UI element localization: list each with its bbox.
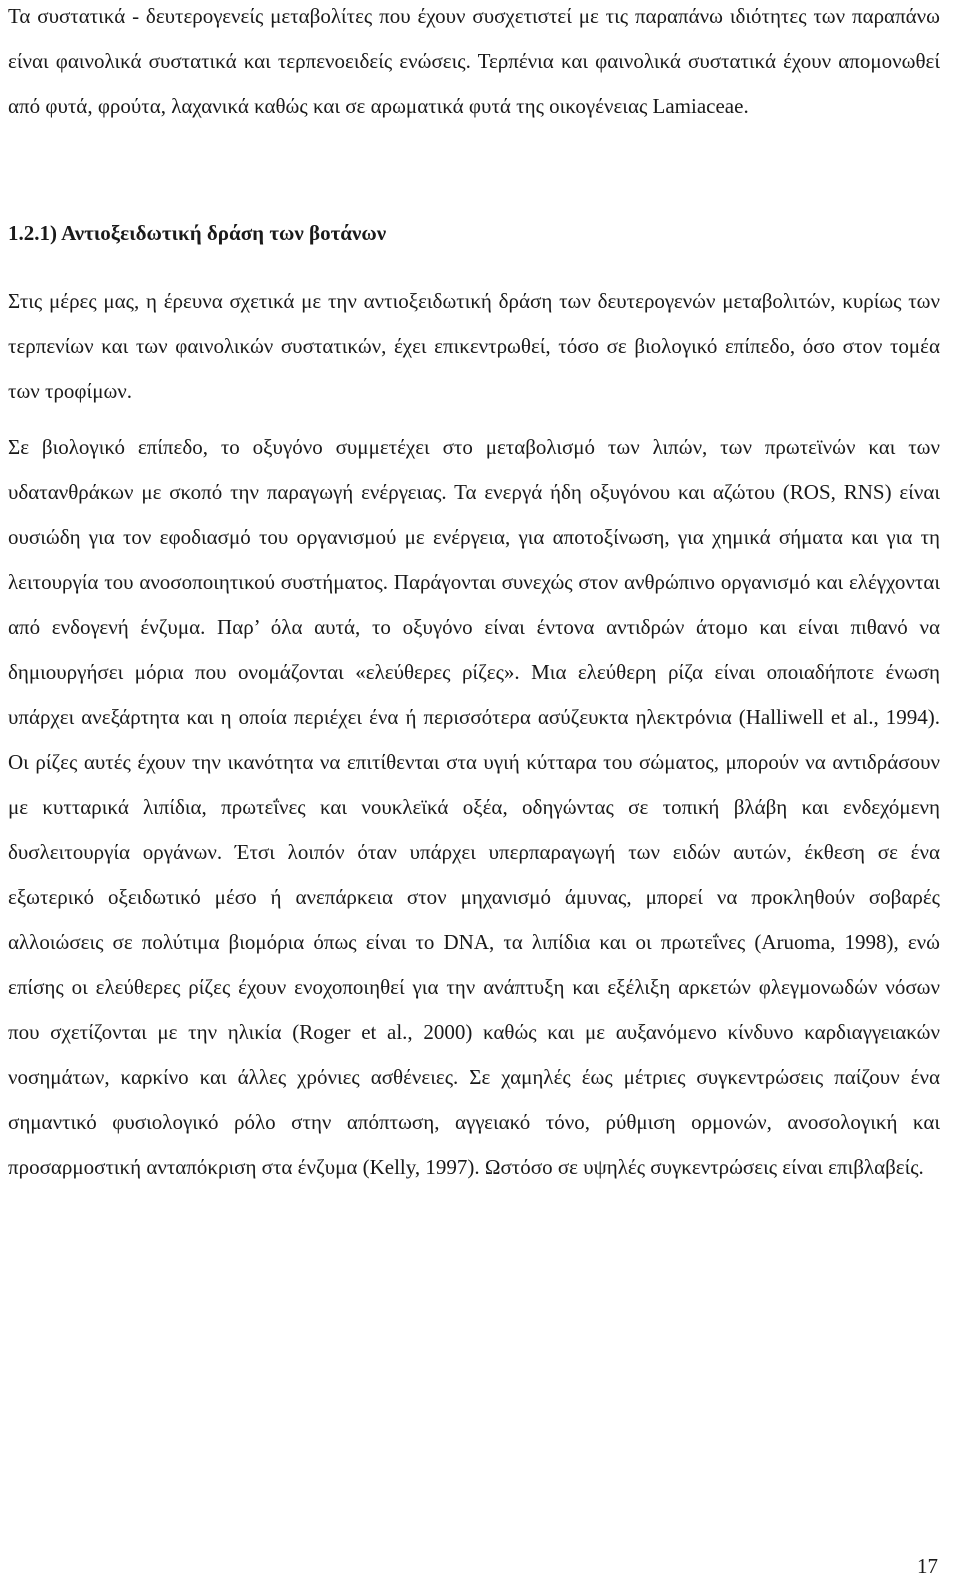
body-paragraph-1: Στις μέρες μας, η έρευνα σχετικά με την αντιοξειδωτική δράση των δευτερογενών μεταβολιτών, κυρίως των τερπενίων και των φαινολικών συστατικών, έχει επικεντρωθεί, τόσο σε βιολογικό επίπεδο, όσο στον τομέα των τροφίμων.	[8, 289, 940, 403]
page-number: 17	[917, 1554, 938, 1578]
document-page	[8, 0, 940, 1190]
section-heading: 1.2.1) Αντιοξειδωτική δράση των βοτάνων	[8, 221, 387, 245]
body-paragraph-2: Σε βιολογικό επίπεδο, το οξυγόνο συμμετέχει στο μεταβολισμό των λιπών, των πρωτεϊνών και των υδατανθράκων με σκοπό την παραγωγή ενέργειας. Τα ενεργά ήδη οξυγόνου και αζώτου (ROS, RNS) είναι ουσιώδη για τον εφοδιασμό του οργανισμού με ενέργεια, για αποτοξίνωση, για χημικά σήματα και για τη λειτουργία του ανοσοποιητικού συστήματος. Παράγονται συνεχώς στον ανθρώπινο οργανισμό και ελέγχονται από ενδογενή ένζυμα. Παρ’ όλα αυτά, το οξυγόνο είναι έντονα αντιδρών άτομο και είναι πιθανό να δημιουργήσει μόρια που ονομάζονται «ελεύθερες ρίζες». Μια ελεύθερη ρίζα είναι οποιαδήποτε ένωση υπάρχει ανεξάρτητα και η οποία περιέχει ένα ή περισσότερα ασύζευκτα ηλεκτρόνια (Halliwell et al., 1994). Οι ρίζες αυτές έχουν την ικανότητα να επιτίθενται στα υγιή κύτταρα του σώματος, μπορούν να αντιδράσουν με κυτταρικά λιπίδια, πρωτεΐνες και νουκλεϊκά οξέα, οδηγώντας σε τοπική βλάβη και ενδεχόμενη δυσλειτουργία οργάνων. Έτσι λοιπόν όταν υπάρχει υπερπαραγωγή των ειδών αυτών, έκθεση σε ένα εξωτερικό οξειδωτικό μέσο ή ανεπάρκεια στον μηχανισμό άμυνας, μπορεί να προκληθούν σοβαρές αλλοιώσεις σε πολύτιμα βιομόρια όπως είναι το DNA, τα λιπίδια και οι πρωτεΐνες (Aruoma, 1998), ενώ επίσης οι ελεύθερες ρίζες έχουν ενοχοποιηθεί για την ανάπτυξη και εξέλιξη αρκετών φλεγμονωδών νόσων που σχετίζονται με την ηλικία (Roger et al., 2000) καθώς και με αυξανόμενο κίνδυνο καρδιαγγειακών νοσημάτων, καρκίνο και άλλες χρόνιες ασθένειες. Σε χαμηλές έως μέτριες συγκεντρώσεις παίζουν ένα σημαντικό φυσιολογικό ρόλο στην απόπτωση, αγγειακό τόνο, ρύθμιση ορμονών, ανοσολογική και προσαρμοστική ανταπόκριση στα ένζυμα (Kelly, 1997). Ωστόσο σε υψηλές συγκεντρώσεις είναι επιβλαβείς.	[8, 435, 940, 1179]
intro-paragraph: Τα συστατικά - δευτερογενείς μεταβολίτες που έχουν συσχετιστεί με τις παραπάνω ιδιότητες των παραπάνω είναι φαινολικά συστατικά και τερπενοειδείς ενώσεις. Τερπένια και φαινολικά συστατικά έχουν απομονωθεί από φυτά, φρούτα, λαχανικά καθώς και σε αρωματικά φυτά της οικογένειας Lamiaceae.	[8, 4, 940, 118]
